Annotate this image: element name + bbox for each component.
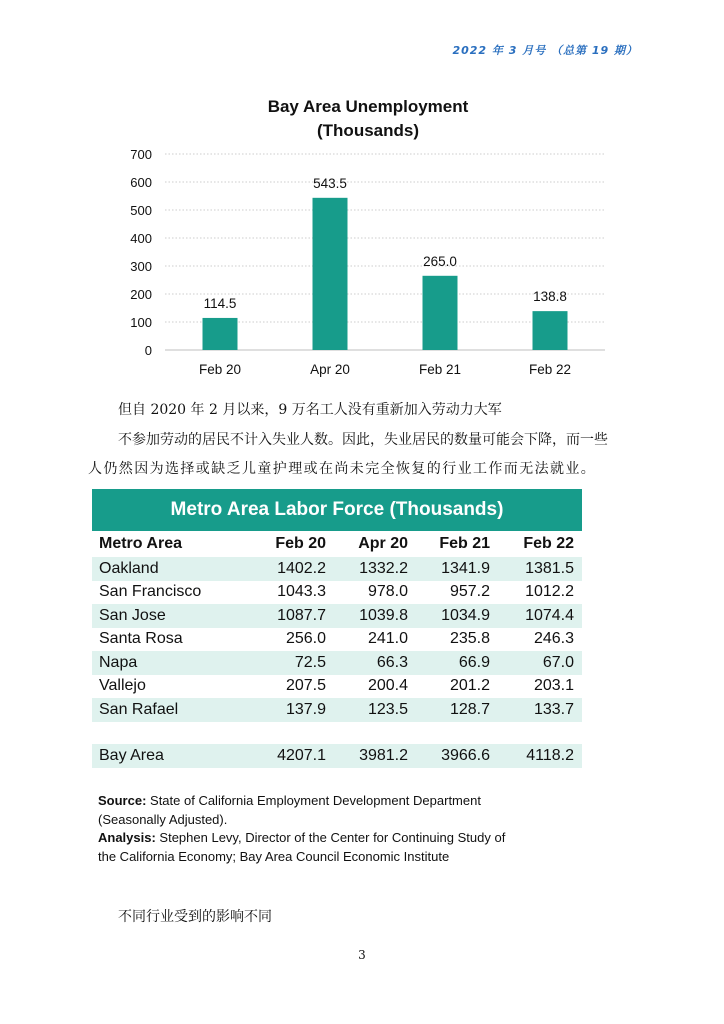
cell: Oakland <box>92 557 252 581</box>
y-tick-label: 400 <box>130 231 152 246</box>
issue-header: 2022 年 3 月号 （总第 19 期） <box>452 44 638 57</box>
cell: 200.4 <box>367 677 408 695</box>
cell: San Jose <box>92 604 252 628</box>
table-row <box>92 698 582 722</box>
cell: 1087.7 <box>252 604 334 628</box>
paragraph-2: 不参加劳动的居民不计入失业人数。因此，失业居民的数量可能会下降，而一些 <box>118 432 608 448</box>
cell: 66.3 <box>334 651 416 675</box>
spacer-cell <box>92 722 582 744</box>
y-tick-label: 500 <box>130 203 152 218</box>
cell: 978.0 <box>367 583 408 601</box>
cell: 1034.9 <box>416 604 498 628</box>
unemployment-chart <box>110 90 610 390</box>
cell: Napa <box>92 651 252 675</box>
table-row <box>92 604 582 628</box>
cell: San Francisco <box>99 583 202 601</box>
y-tick-label: 700 <box>130 147 152 162</box>
bar <box>313 198 348 350</box>
cell: 123.5 <box>334 698 416 722</box>
header-feb-22: Feb 22 <box>523 535 574 552</box>
spacer-row <box>92 722 582 744</box>
cell: 72.5 <box>252 651 334 675</box>
cell: Vallejo <box>99 677 146 695</box>
cell: 1039.8 <box>334 604 416 628</box>
header-feb-21: Feb 21 <box>439 535 490 552</box>
y-tick-label: 100 <box>130 315 152 330</box>
cell: 1074.4 <box>498 604 582 628</box>
cell: 1402.2 <box>252 557 334 581</box>
cell: 128.7 <box>416 698 498 722</box>
cell: 3981.2 <box>334 744 416 768</box>
y-tick-label: 600 <box>130 175 152 190</box>
cell: 133.7 <box>498 698 582 722</box>
paragraph-3: 人仍然因为选择或缺乏儿童护理或在尚未完全恢复的行业工作而无法就业。 <box>88 461 597 477</box>
cell: 207.5 <box>285 677 326 695</box>
labor-force-table-block <box>92 489 582 768</box>
cell: 4118.2 <box>498 744 582 768</box>
y-tick-label: 200 <box>130 287 152 302</box>
table-row <box>92 628 582 652</box>
chart-svg <box>110 90 610 390</box>
data-label: 138.8 <box>533 289 567 305</box>
table-row <box>92 581 582 605</box>
paragraph-1: 但自 2020 年 2 月以来，9 万名工人没有重新加入劳动力大军 <box>118 402 502 418</box>
y-tick-label: 300 <box>130 259 152 274</box>
labor-force-table <box>92 531 582 768</box>
x-tick-label: Apr 20 <box>310 362 350 377</box>
cell: 235.8 <box>449 630 490 648</box>
total-row <box>92 744 582 768</box>
source-label: Source: <box>98 793 147 808</box>
x-tick-label: Feb 22 <box>528 362 572 377</box>
bar <box>533 311 568 350</box>
x-tick-label: Feb 20 <box>198 362 242 377</box>
cell: 203.1 <box>533 677 574 695</box>
cell: 256.0 <box>285 630 326 648</box>
cell: 4207.1 <box>252 744 334 768</box>
cell: 3966.6 <box>416 744 498 768</box>
table-header-row <box>92 531 582 557</box>
chart-title: Bay Area Unemployment <box>267 97 469 116</box>
cell: Santa Rosa <box>99 630 183 648</box>
data-label: 265.0 <box>423 253 457 269</box>
bar <box>203 318 238 350</box>
cell: 1381.5 <box>498 557 582 581</box>
cell: 1332.2 <box>334 557 416 581</box>
header-metro-area: Metro Area <box>99 535 182 552</box>
cell: 137.9 <box>252 698 334 722</box>
x-tick-label: Feb 21 <box>418 362 462 377</box>
data-label: 543.5 <box>313 175 347 191</box>
table-row <box>92 675 582 699</box>
chart-subtitle: (Thousands) <box>317 121 419 140</box>
cell: San Rafael <box>92 698 252 722</box>
cell: 67.0 <box>498 651 582 675</box>
cell: 1012.2 <box>525 583 574 601</box>
header-feb-20: Feb 20 <box>275 535 326 552</box>
cell: 201.2 <box>449 677 490 695</box>
bar <box>423 276 458 350</box>
header-apr-20: Apr 20 <box>358 535 408 552</box>
analysis-label: Analysis: <box>98 830 156 846</box>
cell: 66.9 <box>416 651 498 675</box>
table-title: Metro Area Labor Force (Thousands) <box>92 489 582 531</box>
analysis-text: Stephen Levy, Director of the Center for Continuing Study of the California Economy; Bay Area Council Economic Institute <box>98 830 506 864</box>
cell: 246.3 <box>533 630 574 648</box>
source-note <box>98 792 518 866</box>
y-tick-label: 0 <box>144 343 152 358</box>
table-row <box>92 557 582 581</box>
cell: 957.2 <box>449 583 490 601</box>
data-label: 114.5 <box>203 295 237 311</box>
cell: Bay Area <box>92 744 252 768</box>
table-row <box>92 651 582 675</box>
cell: 1341.9 <box>416 557 498 581</box>
page-number: 3 <box>358 948 366 962</box>
cell: 241.0 <box>367 630 408 648</box>
source-text: State of California Employment Development Department (Seasonally Adjusted). <box>98 793 481 827</box>
paragraph-4: 不同行业受到的影响不同 <box>118 909 272 925</box>
cell: 1043.3 <box>277 583 326 601</box>
